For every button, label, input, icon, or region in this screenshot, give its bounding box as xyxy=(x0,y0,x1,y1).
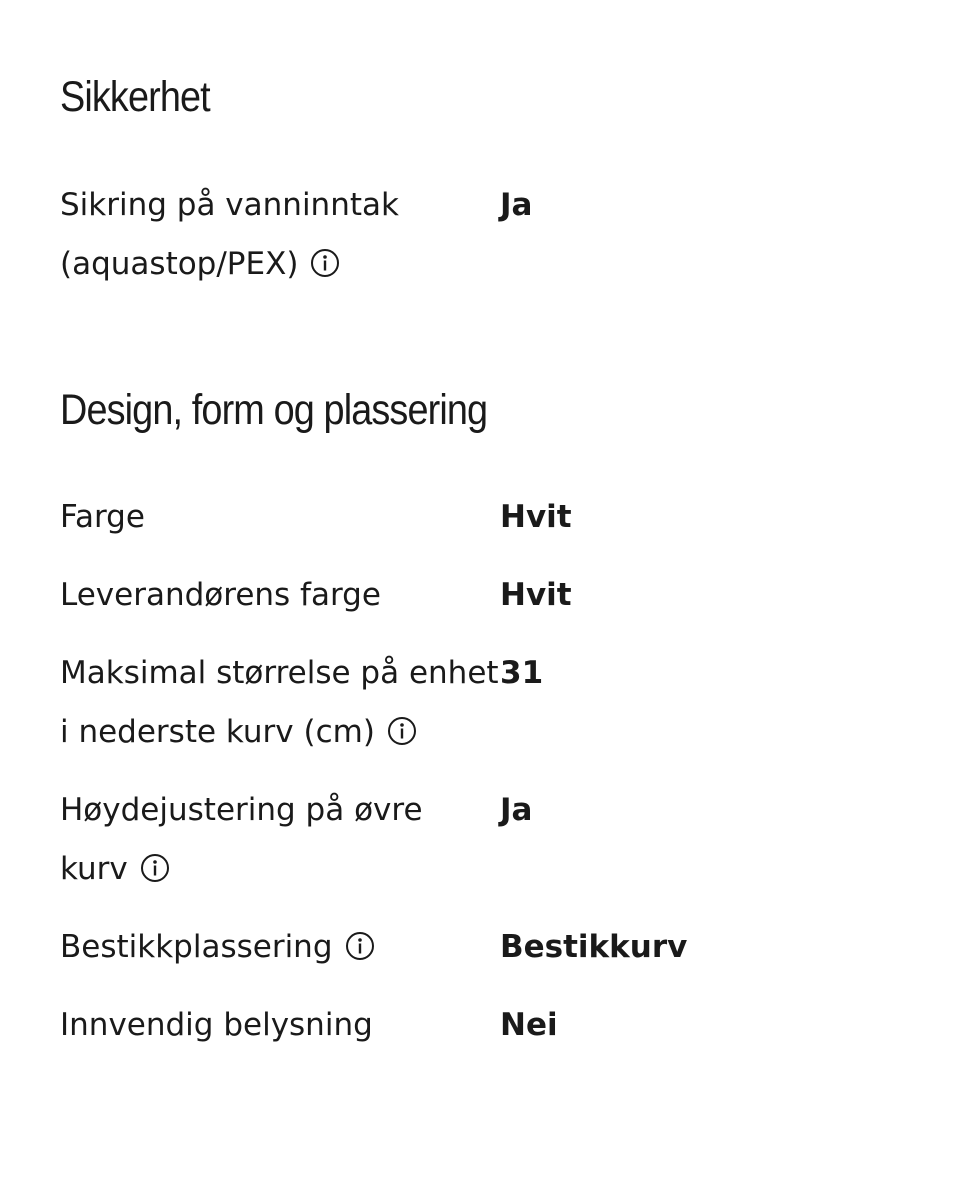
spec-label xyxy=(60,644,500,762)
spec-label xyxy=(60,176,500,294)
spec-row-color xyxy=(60,488,920,547)
spec-row-height-adjustment xyxy=(60,781,920,899)
spec-row-cutlery-placement xyxy=(60,918,920,977)
info-icon[interactable] xyxy=(140,853,170,883)
info-icon[interactable] xyxy=(310,248,340,278)
spec-row-water-inlet-protection xyxy=(60,176,920,294)
spec-label xyxy=(60,566,500,625)
spec-value: Hvit xyxy=(500,577,572,613)
info-icon[interactable] xyxy=(345,931,375,961)
spec-row-max-item-size xyxy=(60,644,920,762)
spec-label xyxy=(60,918,500,977)
info-icon[interactable] xyxy=(387,716,417,746)
spec-row-interior-lighting xyxy=(60,996,920,1055)
spec-value: 31 xyxy=(500,655,544,691)
spec-value: Nei xyxy=(500,1007,558,1043)
spec-value: Ja xyxy=(500,792,533,828)
spec-label xyxy=(60,488,500,547)
spec-label-text: Leverandørens farge xyxy=(60,577,381,613)
section-title-safety: Sikkerhet xyxy=(60,73,210,121)
spec-row-supplier-color xyxy=(60,566,920,625)
spec-label-text: Farge xyxy=(60,499,145,535)
spec-value: Hvit xyxy=(500,499,572,535)
spec-value: Ja xyxy=(500,187,533,223)
section-title-design: Design, form og plassering xyxy=(60,386,488,434)
spec-label-text: Bestikkplassering xyxy=(60,929,333,965)
spec-list-design xyxy=(60,488,920,1074)
spec-label xyxy=(60,781,500,899)
spec-list-safety xyxy=(60,176,920,313)
spec-label-text: Høydejustering på øvre kurv xyxy=(60,792,423,887)
spec-label-text: Sikring på vanninntak (aquastop/PEX) xyxy=(60,187,399,282)
spec-value: Bestikkurv xyxy=(500,929,688,965)
spec-label xyxy=(60,996,500,1055)
spec-label-text: Innvendig belysning xyxy=(60,1007,373,1043)
spec-label-text: Maksimal størrelse på enhet i nederste kurv (cm) xyxy=(60,655,499,750)
